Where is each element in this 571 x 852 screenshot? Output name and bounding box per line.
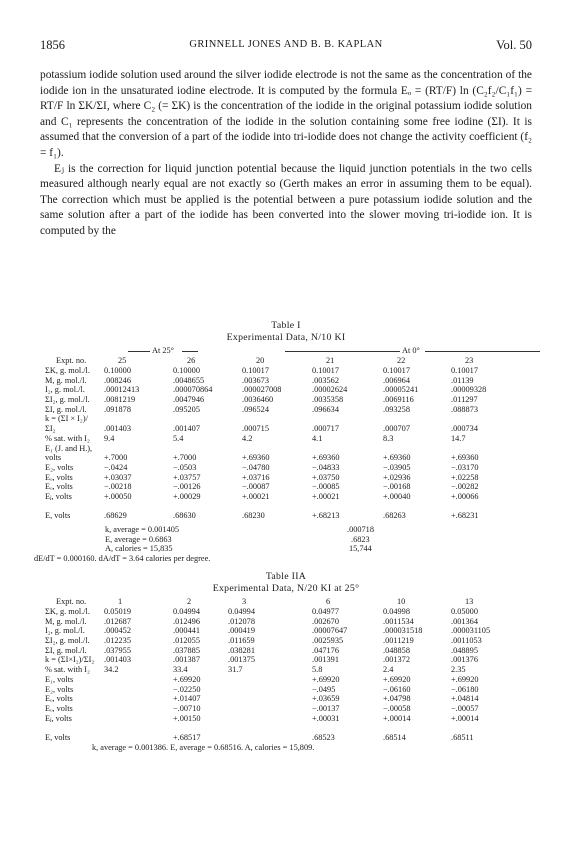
table-cell: .68511 [451, 732, 474, 742]
table-cell: .000070864 [173, 385, 213, 395]
row-label: k = (ΣI × I₂)/ [45, 414, 88, 424]
avg-k: k, average = 0.001405 [105, 525, 180, 534]
table-cell: 0.10017 [383, 366, 410, 375]
table-cell: .037955 [104, 645, 131, 655]
avg-e-0: .6823 [351, 534, 370, 544]
table-cell: .000027008 [242, 385, 282, 395]
table-cell: .68230 [242, 511, 265, 521]
table-cell: .008246 [104, 375, 131, 385]
table-cell: .037885 [173, 645, 200, 655]
table-cell: +.04798 [383, 694, 411, 704]
table-cell: −.00137 [312, 703, 340, 713]
table-cell: 31.7 [228, 665, 243, 675]
table-cell: .012055 [173, 636, 200, 646]
table-cell: .000707 [383, 424, 410, 434]
table-row [40, 655, 540, 665]
page-number: 1856 [40, 38, 65, 52]
table-cell: −.03905 [383, 462, 411, 472]
table-cell: .0047946 [173, 395, 205, 405]
table-cell: +.03716 [242, 472, 270, 482]
row-label: k = (ΣI×I₂)/ΣI₂ [45, 655, 95, 665]
expt-number: 3 [242, 597, 247, 606]
table-cell: −.00710 [173, 703, 201, 713]
group-rule [285, 351, 400, 352]
table-cell: +.00021 [312, 491, 340, 501]
row-label: ΣK, g. mol./l. [45, 607, 90, 616]
expt-number: 6 [326, 597, 331, 606]
paragraph: Eⱼ is the correction for liquid junction potential because the liquid junction potentials in the two cells measured although nearly equal are not exactly so (Gerth makes an error in assuming them to be equal). The correction which must be applied is the potential between a pure potassium iodide solution and the same solution after a part of the iodide has been converted into the slower moving tri-iodide ion. It is computed by the [40, 162, 532, 237]
table-row [40, 704, 540, 714]
table-cell: +.00150 [173, 713, 201, 723]
table-row [40, 665, 540, 675]
table-cell: .0035358 [312, 395, 344, 405]
table-cell: .003562 [312, 375, 339, 385]
table-row [40, 453, 540, 463]
table-cell: .006964 [383, 375, 410, 385]
table-cell: .000717 [312, 424, 339, 434]
table-cell: .000441 [173, 626, 200, 636]
table-row [40, 434, 540, 444]
table-cell: .01139 [451, 375, 474, 385]
row-label: ΣI₂ [45, 424, 56, 434]
calories: A, calories = 15,835 [105, 544, 173, 554]
table-row [40, 385, 540, 395]
table-cell: 0.10017 [451, 366, 478, 375]
calories-0: 15,744 [349, 544, 372, 554]
table-cell: −.00126 [173, 482, 201, 492]
table-1-title: Experimental Data, N/10 KI [226, 332, 346, 343]
table-header-row [40, 356, 540, 366]
table-row [40, 424, 540, 434]
table-cell: +.02936 [383, 472, 411, 482]
table-row [40, 607, 540, 617]
table-cell: +.69360 [383, 453, 411, 463]
table-cell: 2.35 [451, 665, 466, 675]
table-cell: .0011534 [383, 616, 414, 626]
expt-number: 20 [256, 356, 265, 365]
row-label: I₂, g. mol./l. [45, 385, 85, 395]
table-cell: .001387 [173, 655, 200, 665]
table-cell: .001403 [104, 655, 131, 665]
table-row [40, 685, 540, 695]
table-cell: +.69920 [451, 674, 479, 684]
table-cell: +.00031 [312, 713, 340, 723]
table-row [40, 444, 540, 454]
row-label: E, volts [45, 732, 71, 742]
table-cell: .0036460 [242, 395, 274, 405]
table-cell: .001375 [228, 655, 255, 665]
expt-number: 2 [187, 597, 192, 606]
table-cell: −.04780 [242, 462, 270, 472]
row-label: E₁, volts [45, 674, 74, 684]
row-label: E₁ (J. and H.), [45, 443, 93, 453]
table-cell: +.01407 [173, 694, 201, 704]
table-cell: .096634 [312, 404, 339, 414]
table-cell: .000031518 [383, 626, 423, 636]
group-label-0: At 0° [402, 346, 420, 355]
table-cell: 4.2 [242, 433, 253, 443]
table-cell: −.06160 [383, 684, 411, 694]
table-cell: .093258 [383, 404, 410, 414]
table-cell: .012235 [104, 636, 131, 646]
table-cell: .048895 [451, 645, 478, 655]
table-cell: .011659 [228, 636, 255, 646]
table-cell: −.00087 [242, 482, 270, 492]
table-row [40, 617, 540, 627]
table-row [40, 733, 540, 743]
table-cell: +.69360 [451, 453, 479, 463]
expt-number: 1 [118, 597, 123, 606]
table-2-number: Table IIA [265, 571, 307, 582]
table-cell: 0.05019 [104, 607, 131, 616]
table-cell: −.00218 [104, 482, 132, 492]
expt-number: 26 [187, 356, 196, 365]
table-cell: .001407 [173, 424, 200, 434]
row-label: ΣK, g. mol./l. [45, 366, 90, 375]
table-cell: .0069116 [383, 395, 414, 405]
table-cell: +.7000 [173, 453, 197, 463]
table-cell: −.0495 [312, 684, 336, 694]
table-2-footer: k, average = 0.001386. E, average = 0.68516. A, calories = 15,809. [92, 743, 315, 752]
table-cell: +.69360 [242, 453, 270, 463]
row-label: ΣI₂, g. mol./l. [45, 395, 90, 405]
row-label: Eₒ, volts [45, 694, 73, 704]
group-rule [128, 351, 150, 352]
table-cell: −.04833 [312, 462, 340, 472]
row-label: % sat. with I₂ [45, 665, 90, 675]
table-cell: −.00058 [383, 703, 411, 713]
row-label: M, g. mol./l. [45, 616, 87, 626]
row-label: I₂, g. mol./l. [45, 626, 85, 636]
table-cell: 0.10000 [104, 366, 131, 375]
table-cell: .001403 [104, 424, 131, 434]
table-cell: 0.04998 [383, 607, 410, 616]
table-cell: .00005241 [383, 385, 419, 395]
table-cell: .048858 [383, 645, 410, 655]
table-cell: +.69920 [173, 674, 201, 684]
row-label: volts [45, 453, 62, 463]
table-row [40, 714, 540, 724]
table-cell: −.00057 [451, 703, 479, 713]
table-cell: .003673 [242, 375, 269, 385]
table-2-title: Experimental Data, N/20 KI at 25° [212, 583, 360, 594]
table-1-footer: dE/dT = 0.000160. dA/dT = 3.64 calories per degree. [34, 554, 211, 564]
table-cell: +.00040 [383, 491, 411, 501]
row-label: E₂, volts [45, 462, 74, 472]
row-label: M, g. mol./l. [45, 375, 87, 385]
table-row [40, 492, 540, 502]
group-rule [425, 351, 540, 352]
table-cell: +.02258 [451, 472, 479, 482]
table-cell: −.03170 [451, 462, 479, 472]
table-cell: 4.1 [312, 433, 323, 443]
table-cell: +.68231 [451, 511, 479, 521]
table-cell: −.0424 [104, 462, 128, 472]
table-cell: −.00168 [383, 482, 411, 492]
expt-number: 21 [326, 356, 335, 365]
table-cell: .001376 [451, 655, 478, 665]
table-cell: .012687 [104, 616, 131, 626]
row-label: ΣI₂, g. mol./l. [45, 636, 90, 646]
table-cell: +.03750 [312, 472, 340, 482]
table-row [40, 473, 540, 483]
table-1-summary [34, 525, 540, 564]
table-cell: .0011053 [451, 636, 482, 646]
table-row [40, 502, 540, 512]
table-row [40, 395, 540, 405]
table-cell: .00012413 [104, 385, 140, 395]
table-body [40, 607, 540, 743]
table-cell: 0.04994 [228, 607, 255, 616]
table-cell: .012496 [173, 616, 200, 626]
table-cell: 14.7 [451, 433, 466, 443]
table-cell: .095205 [173, 404, 200, 414]
table-cell: .68630 [173, 511, 196, 521]
table-cell: −.00085 [312, 482, 340, 492]
table-cell: 0.05000 [451, 607, 478, 616]
body-text [40, 68, 532, 240]
table-cell: +.69920 [383, 674, 411, 684]
table-cell: −.06180 [451, 684, 479, 694]
running-title: GRINNELL JONES AND B. B. KAPLAN [189, 39, 383, 50]
row-label: E, volts [45, 511, 71, 521]
table-cell: .0081219 [104, 395, 136, 405]
table-cell: .038281 [228, 645, 255, 655]
table-cell: 33.4 [173, 665, 188, 675]
expt-label: Expt. no. [56, 356, 87, 365]
table-cell: −.00282 [451, 482, 479, 492]
table-cell: .68629 [104, 511, 127, 521]
expt-label: Expt. no. [56, 597, 87, 606]
table-cell: 5.8 [312, 665, 323, 675]
group-rule [182, 351, 198, 352]
table-row [40, 366, 540, 376]
table-cell: +.69360 [312, 453, 340, 463]
table-cell: 2.4 [383, 665, 394, 675]
table-cell: 0.10017 [242, 366, 269, 375]
table-cell: 34.2 [104, 665, 119, 675]
table-cell: +.00029 [173, 491, 201, 501]
table-cell: .0025935 [312, 636, 344, 646]
table-header-row [40, 597, 540, 607]
table-cell: .001364 [451, 616, 478, 626]
table-cell: 8.3 [383, 433, 394, 443]
table-cell: +.7000 [104, 453, 128, 463]
row-label: % sat. with I₂ [45, 433, 90, 443]
table-cell: .68523 [312, 732, 335, 742]
table-cell: +.00021 [242, 491, 270, 501]
table-row [40, 376, 540, 386]
table-cell: .00007647 [312, 626, 348, 636]
table-cell: +.00014 [383, 713, 411, 723]
paragraph: potassium iodide solution used around the silver iodide electrode is not the same as the concentration of the iodide ion in the unsaturated iodine electrode. It is computed by the formula Eₒ = (RT/F) ln (C₂f₂/C₁f₁) = RT/F ln ΣK/ΣI, where C₂ (= ΣK) is the concentration of the iodide in the original potassium iodide solution and C₁ represents the concentration of the iodide in the solution containing some free iodine (ΣI). It is assumed that the conversion of a part of the iodide into tri-iodide does not change the activity coefficient (f₂ = f₁). [40, 69, 532, 159]
table-cell: +.00050 [104, 491, 132, 501]
expt-number: 23 [465, 356, 474, 365]
expt-number: 25 [118, 356, 127, 365]
table-cell: +.03037 [104, 472, 132, 482]
table-row [40, 646, 540, 656]
table-cell: .000734 [451, 424, 478, 434]
table-cell: .00009328 [451, 385, 487, 395]
table-cell: +.03757 [173, 472, 201, 482]
row-label: ΣI, g. mol./l. [45, 645, 87, 655]
table-row [40, 482, 540, 492]
table-1-caption [40, 320, 532, 344]
table-cell: .011297 [451, 395, 478, 405]
table-cell: .001391 [312, 655, 339, 665]
table-cell: .096524 [242, 404, 269, 414]
table-cell: .000419 [228, 626, 255, 636]
table-cell: 5.4 [173, 433, 184, 443]
table-cell: 9.4 [104, 433, 115, 443]
table-row [40, 511, 540, 521]
table-cell: .000715 [242, 424, 269, 434]
table-cell: +.00014 [451, 713, 479, 723]
table-cell: −.02250 [173, 684, 201, 694]
page-header [40, 38, 532, 54]
table-cell: −.0503 [173, 462, 197, 472]
expt-number: 13 [465, 597, 474, 606]
table-cell: +.04814 [451, 694, 479, 704]
table-cell: .000031105 [451, 626, 491, 636]
table-cell: .000452 [104, 626, 131, 636]
expt-number: 22 [397, 356, 406, 365]
volume-label: Vol. 50 [496, 38, 532, 52]
table-cell: .001372 [383, 655, 410, 665]
table-cell: .00002624 [312, 385, 348, 395]
row-label: Eⱼ, volts [45, 491, 72, 501]
table-cell: 0.04977 [312, 607, 339, 616]
avg-k-0: .000718 [347, 525, 374, 534]
expt-number: 10 [397, 597, 406, 606]
table-cell: +.68517 [173, 732, 201, 742]
table-row [40, 626, 540, 636]
table-cell: +.69920 [312, 674, 340, 684]
table-row [40, 694, 540, 704]
table-row [40, 675, 540, 685]
table-cell: 0.10000 [173, 366, 200, 375]
table-cell: .047176 [312, 645, 339, 655]
table-row [40, 405, 540, 415]
table-1-number: Table I [271, 320, 301, 331]
table-row [40, 723, 540, 733]
table-cell: +.00066 [451, 491, 479, 501]
row-label: Eⱼ, volts [45, 713, 72, 723]
row-label: E₂, volts [45, 684, 74, 694]
table-row [40, 463, 540, 473]
table-cell: 0.10017 [312, 366, 339, 375]
table-cell: +.68213 [312, 511, 340, 521]
row-label: Eₒ, volts [45, 482, 73, 492]
table-cell: .091878 [104, 404, 131, 414]
table-row [40, 636, 540, 646]
table-cell: .012078 [228, 616, 255, 626]
group-label-25: At 25° [152, 346, 174, 355]
table-cell: +.03659 [312, 694, 340, 704]
table-2-caption [40, 571, 532, 595]
table-body [40, 366, 540, 521]
table-cell: .68263 [383, 511, 406, 521]
row-label: Eₒ, volts [45, 703, 73, 713]
table-cell: .0048655 [173, 375, 205, 385]
table-cell: 0.04994 [173, 607, 200, 616]
table-cell: .0011219 [383, 636, 414, 646]
row-label: Eₒ, volts [45, 472, 73, 482]
table-row [40, 414, 540, 424]
row-label: ΣI, g. mol./l. [45, 404, 87, 414]
table-cell: .68514 [383, 732, 406, 742]
table-cell: .088873 [451, 404, 478, 414]
table-cell: .002670 [312, 616, 339, 626]
avg-e: E, average = 0.6863 [105, 534, 172, 544]
